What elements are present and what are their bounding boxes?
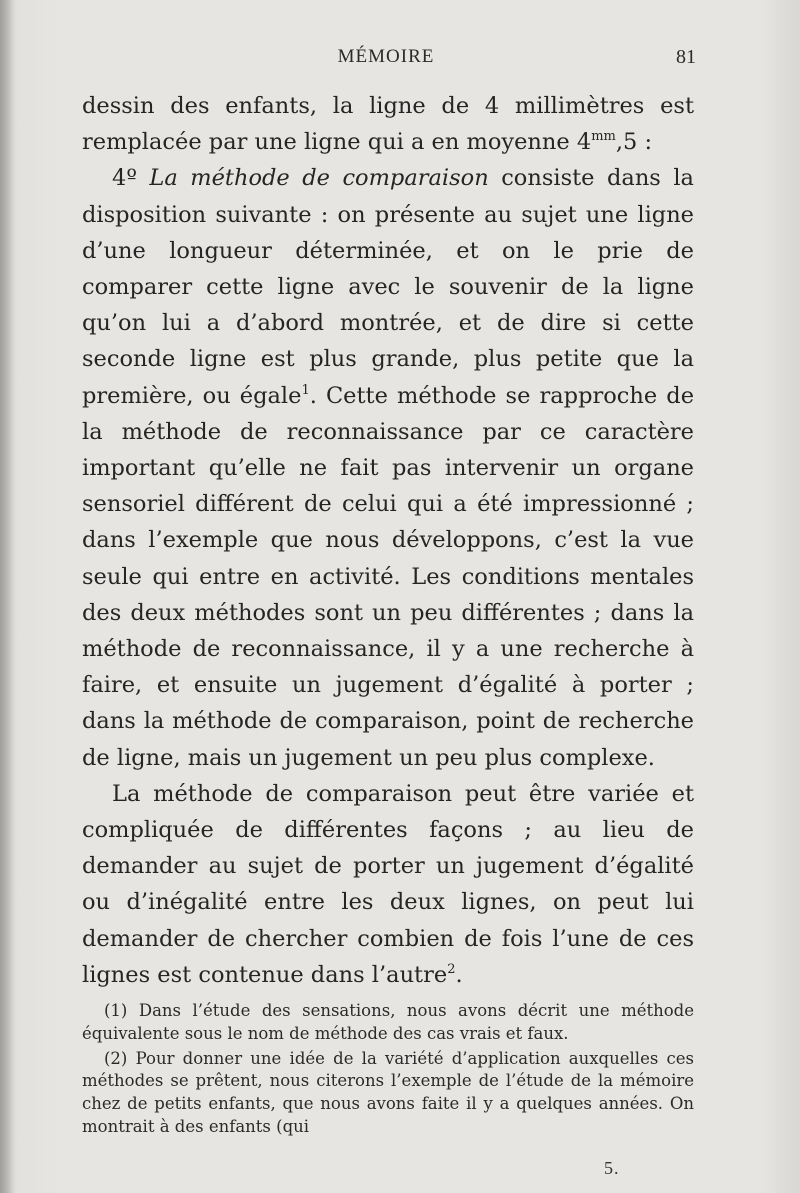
page-header [80,46,696,74]
footnote-2: (2) Pour donner une idée de la variété d’application auxquelles ces méthodes se prêtent, nous citerons l’exemple de l’étude de la mémoire chez de petits enfants, que nous avons faite il y a quelques années. On montrait à des enfants (qui [82,1048,694,1136]
running-title: MÉMOIRE [337,46,435,67]
paragraph-2-number: 4º [112,165,150,192]
unit-superscript: mm [591,129,616,145]
paragraph-2 [82,160,694,775]
gutter-shadow [0,0,14,1193]
paragraph-3 [82,776,694,993]
paragraph-1 [82,88,694,160]
signature-mark: 5. [604,1158,620,1178]
page-number: 81 [676,46,696,68]
main-text [82,88,694,993]
footnote-1: (1) Dans l’étude des sensations, nous avons décrit une méthode équivalente sous le nom de méthode des cas vrais et faux. [82,1001,694,1043]
paragraph-2-text-b: . Cette méthode se rapproche de la méthode de reconnaissance par ce caractère important qu’elle ne fait pas intervenir un organe sensoriel différent de celui qui a été impressionné ; dans l’exemple que nous développons, c’est la vue seule qui entre en activité. Les conditions mentales des deux méthodes sont un peu différentes ; dans la méthode de reconnaissance, il y a une recherche à faire, et ensuite un jugement d’égalité à porter ; dans la méthode de comparaison, point de recherche de ligne, mais un jugement un peu plus complexe. [82,382,695,771]
footnotes [82,1000,694,1141]
footnote-ref-1: 1 [301,382,310,398]
paragraph-3-end: . [455,961,463,988]
paragraph-2-italic-term: La méthode de comparaison [149,165,489,192]
paragraph-1-end: ,5 : [615,129,653,156]
paragraph-3-text: La méthode de comparaison peut être variée et compliquée de différentes façons ; au lieu de demander au sujet de porter un jugement d’égalité ou d’inégalité entre les deux lignes, on peut lui demander de chercher combien de fois l’une de ces lignes est contenue dans l’autre [82,780,694,988]
paragraph-2-text-a: consiste dans la disposition suivante : on présente au sujet une ligne d’une longueur déterminée, et on le prie de comparer cette ligne avec le souvenir de la ligne qu’on lui a d’abord montrée, et de dire si cette seconde ligne est plus grande, plus petite que la première, ou égale [82,165,694,409]
paragraph-1-text: dessin des enfants, la ligne de 4 millimètres est remplacée par une ligne qui a en moyenne 4 [82,93,694,156]
footnote-ref-2: 2 [447,961,456,977]
